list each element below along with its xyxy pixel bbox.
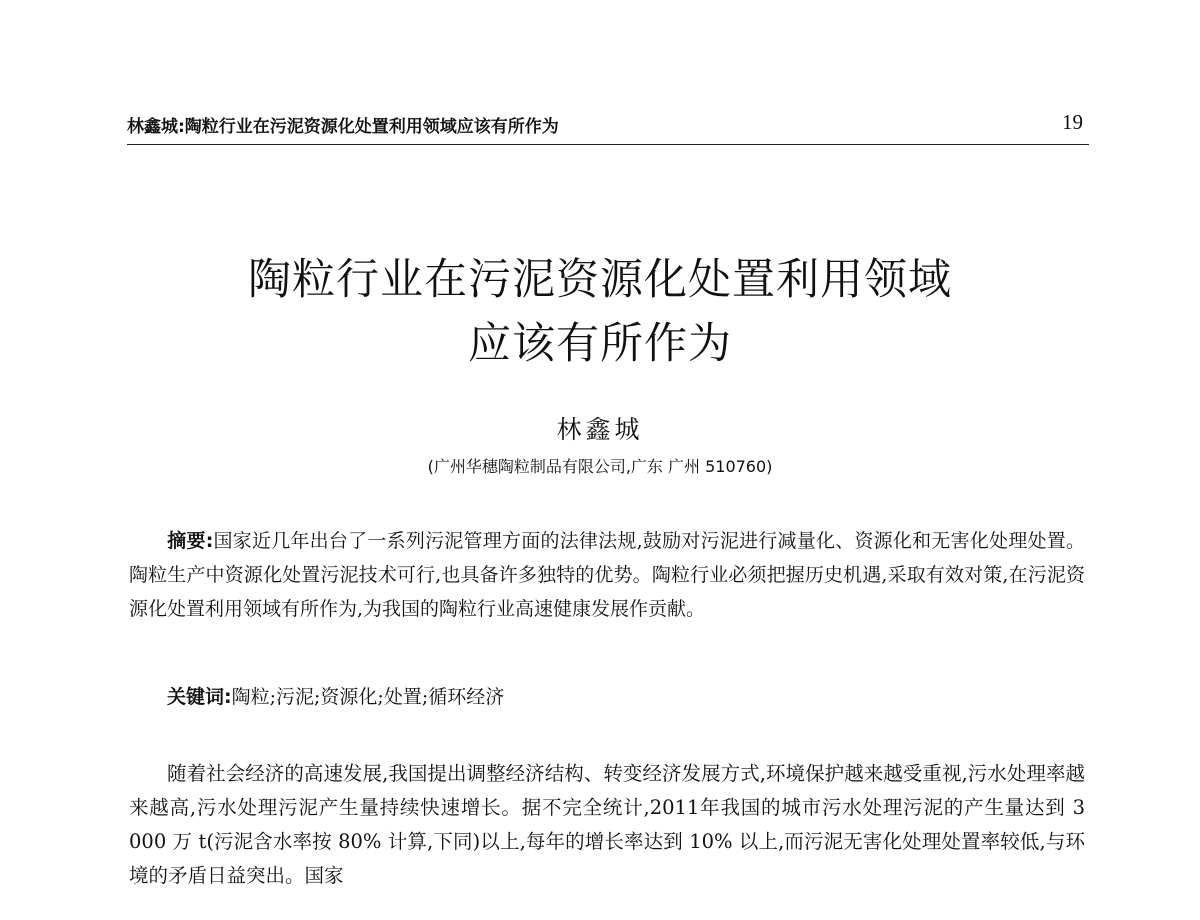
title-line-2: 应该有所作为 xyxy=(468,319,732,369)
keywords xyxy=(167,680,1085,714)
keywords-text: 陶粒;污泥;资源化;处置;循环经济 xyxy=(231,686,505,708)
abstract xyxy=(129,524,1085,626)
running-header xyxy=(127,112,1089,140)
article-title xyxy=(0,248,1200,376)
keywords-label: 关键词: xyxy=(167,686,232,708)
author-affiliation: (广州华穗陶粒制品有限公司,广东 广州 510760) xyxy=(427,457,773,476)
body-paragraph xyxy=(129,757,1085,893)
header-rule xyxy=(127,144,1089,145)
page-number: 19 xyxy=(1062,110,1083,134)
abstract-label: 摘要: xyxy=(167,530,214,552)
author-name: 林鑫城 xyxy=(556,415,644,444)
running-head-title: 林鑫城:陶粒行业在污泥资源化处置利用领域应该有所作为 xyxy=(127,117,559,137)
body-paragraph-text: 随着社会经济的高速发展,我国提出调整经济结构、转变经济发展方式,环境保护越来越受重视,污水处理率越来越高,污水处理污泥产生量持续快速增长。据不完全统计,2011年我国的城市污水处理污泥的产生量达到 3 000 万 t(污泥含水率按 80% 计算,下同)以上,每年的增长率达到 10% 以上,而污泥无害化处理处置率较低,与环境的矛盾日益突出。国家 xyxy=(129,762,1085,887)
abstract-text: 国家近几年出台了一系列污泥管理方面的法律法规,鼓励对污泥进行减量化、资源化和无害化处理处置。陶粒生产中资源化处置污泥技术可行,也具备许多独特的优势。陶粒行业必须把握历史机遇,采取有效对策,在污泥资源化处置利用领域有所作为,为我国的陶粒行业高速健康发展作贡献。 xyxy=(129,530,1085,620)
title-line-1: 陶粒行业在污泥资源化处置利用领域 xyxy=(248,255,952,305)
